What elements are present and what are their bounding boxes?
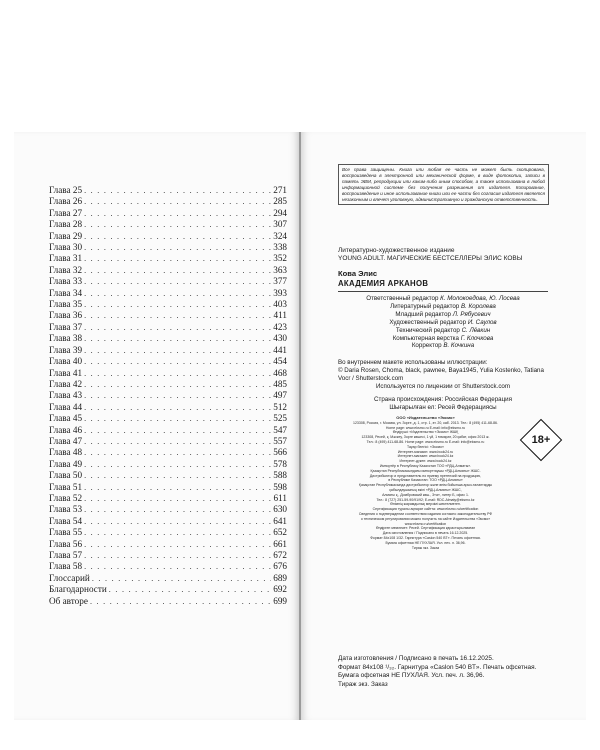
toc-leader-dots [84,310,271,321]
left-page [14,132,299,720]
toc-leader-dots [84,231,271,242]
toc-leader-dots [84,253,271,264]
toc-entry-page: 338 [273,242,287,253]
toc-leader-dots [84,379,271,390]
toc-entry-title: Глава 40 [49,356,83,367]
toc-entry-title: Глава 30 [49,242,83,253]
toc-entry-title: Глава 35 [49,299,83,310]
credit-line [338,342,548,350]
toc-entry [49,527,287,538]
toc-entry-page: 307 [273,219,287,230]
toc-entry-page: 454 [273,356,287,367]
toc-entry-page: 411 [273,310,287,321]
publisher-line: Импортёр в Республику Казахстан ТОО «РДЦ-Алматы». [379,463,472,468]
toc-entry [49,368,287,379]
toc-entry [49,390,287,401]
toc-entry-page: 352 [273,253,287,264]
toc-entry [49,493,287,504]
toc-leader-dots [92,573,271,584]
toc-entry [49,219,287,230]
credits-block [338,295,548,350]
print-details [338,655,548,689]
credit-line [338,303,548,311]
publisher-line: Home page: www.eksmo.ru E-mail: info@eksmo.ru [385,425,466,430]
toc-entry [49,482,287,493]
toc-entry-title: Глава 29 [49,230,83,241]
publisher-line: Бумага офсетная НЕ ПУХЛАЯ. Усл. печ. л. 36,96. [385,540,466,545]
print-detail-line: Дата изготовления / Подписано в печать 16.12.2025. [338,655,494,662]
toc-entry-title: Глава 25 [49,185,83,195]
publisher-line: Алматы қ., Домбровский көш., 3«а», литер Б, офис 1. [382,492,469,497]
illustrations-heading: Во внутреннем макете использованы иллюстрации: [338,359,488,366]
toc-entry [49,288,287,299]
publisher-line: Тауар белгісі: «Эксмо» [407,444,444,449]
toc-leader-dots [84,265,271,276]
toc-leader-dots [84,196,271,207]
toc-entry [49,539,287,550]
toc-entry-title: Глава 32 [49,264,83,275]
credit-name: К. Молокоедова, Ю. Лосева [440,295,520,302]
toc-leader-dots [84,356,271,367]
credit-line [338,311,548,319]
toc-entry-page: 566 [273,447,287,458]
toc-entry [49,516,287,527]
toc-entry-page: 699 [273,595,287,606]
toc-entry-page: 271 [273,185,287,195]
publisher-line: Тираж экз. Заказ [411,545,440,550]
toc-entry-title: Глава 46 [49,424,83,435]
toc-entry-title: Глава 47 [49,435,83,446]
illustrations-list: © Daria Rosen, Choma, black, pawnee, Baya1945, Yulia Kostenko, Tatiana Vocr / Shutterstock.com [338,367,544,382]
credit-role: Художественный редактор [389,318,467,326]
publisher-line: Сертификация туралы ақпарат сайтта: www.eksmo.ru/certification [372,507,479,512]
print-detail-line: Формат 84x108 ¹/₃₂. Гарнитура «Caslon 540 BT». Печать офсетная. [338,663,537,671]
toc-entry [49,299,287,310]
credit-role: Ответственный редактор [366,295,439,302]
toc-entry-page: 423 [273,321,287,332]
toc-leader-dots [84,322,271,333]
credit-line [338,335,548,343]
toc-entry-page: 294 [273,207,287,218]
toc-entry-title: Глава 55 [49,527,83,538]
toc-entry-title: Глава 50 [49,470,83,481]
publisher-line: Қазақстан Республикасында дистрибьютор және өнім бойынша арыз-талаптарды [358,483,493,488]
toc-entry [49,550,287,561]
publisher-line: 123308, Ресей, қ. Мәскеу, Зорге көшесі, 1 үй, 1 ғимарат, 20 қабат, офис 2013 ж. [361,435,490,440]
toc-leader-dots [84,527,271,538]
toc-entry-title: Глава 36 [49,310,83,321]
copyright-notice: Все права защищены. Книга или любая ее часть не может быть скопирована, воспроизведена в электронной или механической форме, в виде фотокопии, записи в память ЭВМ, репродукции или каким-либо иным способом, а также использована в любой информационной системе без получения разрешения от издателя. Копирование, воспроизведение и иное использование книги или ее части без согласия издателя является незаконным и влечет уголовную, административную и гражданскую ответственность. [338,164,549,205]
credit-role: Корректор [411,342,442,350]
toc-entry-title: Глава 58 [49,561,83,572]
toc-entry-title: Глава 44 [49,401,83,412]
toc-leader-dots [84,561,271,572]
credit-role: Литературный редактор [390,302,460,310]
toc-entry-page: 611 [273,492,287,503]
publisher-line: Интернет-магазин: www.book24.kz [397,454,454,459]
table-of-contents [49,185,287,607]
toc-entry [49,276,287,287]
toc-leader-dots [84,436,271,447]
toc-leader-dots [84,288,271,299]
toc-entry-title: Глава 27 [49,207,83,218]
credit-role: Компьютерная верстка [392,334,459,342]
toc-entry-title: Глава 28 [49,219,83,230]
publisher-name: ООО «Издательство «Эксмо» [396,415,455,420]
toc-entry-title: Глоссарий [49,572,90,583]
toc-entry [49,208,287,219]
toc-entry-page: 441 [273,344,287,355]
toc-entry-page: 598 [273,481,287,492]
toc-leader-dots [84,504,271,515]
publisher-line: www.eksmo.ru/certification [404,521,447,526]
toc-entry-title: Глава 34 [49,287,83,298]
credit-line [338,327,548,335]
toc-entry-page: 557 [273,435,287,446]
origin-ru: Страна происхождения: Российская Федерация [374,396,512,403]
toc-entry-title: Глава 43 [49,390,83,401]
toc-entry [49,322,287,333]
credit-name: В. Кочкина [443,342,475,350]
toc-leader-dots [84,208,271,219]
toc-entry [49,413,287,424]
credit-name: И. Саулов [467,318,497,326]
toc-leader-dots [84,242,271,253]
toc-entry [49,425,287,436]
toc-entry-page: 641 [273,515,287,526]
toc-entry [49,379,287,390]
toc-entry [49,242,287,253]
toc-entry [49,436,287,447]
toc-entry-page: 403 [273,299,287,310]
origin-kz: Шығарылған ел: Ресей Федерациясы [389,403,497,411]
toc-entry [49,504,287,515]
toc-leader-dots [84,368,271,379]
toc-leader-dots [84,459,271,470]
toc-leader-dots [84,402,271,413]
toc-entry [49,265,287,276]
credit-line [338,319,548,327]
toc-entry-page: 363 [273,264,287,275]
series-line: YOUNG ADULT. МАГИЧЕСКИЕ БЕСТСЕЛЛЕРЫ ЭЛИС КОВЫ [338,255,523,262]
credit-name: Г. Клочкова [460,334,494,342]
toc-leader-dots [109,584,271,595]
toc-entry-page: 393 [273,287,287,298]
toc-entry-title: Глава 51 [49,481,83,492]
toc-entry [49,447,287,458]
toc-leader-dots [84,482,271,493]
toc-entry-page: 689 [273,572,287,583]
credit-name: В. Королева [460,302,496,310]
toc-leader-dots [84,413,271,424]
publisher-line: қабылдаушының өкілі «РДЦ-Алматы» ЖШС, [389,487,462,492]
toc-entry-page: 430 [273,333,287,344]
toc-entry-page: 661 [273,538,287,549]
toc-entry-title: Глава 39 [49,344,83,355]
print-detail-line: Бумага офсетная НЕ ПУХЛАЯ. Усл. печ. л. 36,96. [338,672,485,680]
toc-leader-dots [84,299,271,310]
toc-entry-page: 512 [273,401,287,412]
toc-entry-page: 497 [273,390,287,401]
book-title: АКАДЕМИЯ АРКАНОВ [338,279,429,288]
credit-name: Л. Рябусевич [452,310,491,318]
toc-entry [49,459,287,470]
toc-entry-title: Глава 53 [49,504,83,515]
credit-role: Младший редактор [395,310,451,318]
toc-leader-dots [84,219,271,230]
publisher-line: Сведения о подтверждении соответствия издания согласно законодательству РФ [358,511,493,516]
toc-entry-page: 630 [273,504,287,515]
toc-entry [49,345,287,356]
toc-leader-dots [84,425,271,436]
credit-name: С. Лёвкин [461,326,491,334]
toc-leader-dots [84,539,271,550]
toc-entry-title: Глава 26 [49,196,83,207]
toc-entry-title: Глава 37 [49,321,83,332]
print-detail-line: Тираж экз. Заказ [338,680,388,688]
toc-entry [49,596,287,607]
age-rating-badge [520,419,562,461]
toc-entry-title: Глава 41 [49,367,83,378]
toc-entry-page: 377 [273,276,287,287]
toc-entry-page: 676 [273,561,287,572]
toc-entry-page: 672 [273,550,287,560]
toc-leader-dots [84,276,271,287]
toc-entry [49,584,287,595]
toc-entry [49,185,287,196]
toc-entry [49,310,287,321]
publisher-line: Дата изготовления / Подписано в печать 16.12.2025. [382,531,469,536]
toc-entry [49,356,287,367]
publisher-line: Тел.: 8 (727) 251-59-90/91/92; E-mail: RDC-Almaty@eksmo.kz [376,497,475,502]
toc-entry-title: Глава 49 [49,458,83,469]
publisher-line: Қазақстан Республикасындағы импорттаушы «РДЦ-Алматы» ЖШС. [370,468,481,473]
toc-entry-page: 285 [273,196,287,207]
toc-leader-dots [84,185,271,196]
publisher-line: 123308, Россия, г. Москва, ул. Зорге, д. 1, стр. 1, эт. 20, каб. 2013. Тел.: 8 (495) 411-68-86. [353,420,498,425]
toc-entry-page: 525 [273,413,287,424]
publisher-info [338,416,513,550]
toc-entry-title: Об авторе [49,595,88,606]
publisher-line: Интернет-дүкен: www.book24.kz [399,459,452,464]
toc-leader-dots [90,596,271,607]
toc-entry-page: 652 [273,527,287,538]
toc-entry-page: 324 [273,230,287,241]
toc-leader-dots [84,550,271,561]
license-line: Используется по лицензии от Shutterstock.com [375,383,511,390]
toc-entry-title: Глава 31 [49,253,83,264]
toc-entry [49,333,287,344]
right-page [301,132,586,720]
toc-leader-dots [84,516,271,527]
publisher-line: о техническом регулировании можно получить на сайте Издательства «Эксмо» [360,516,491,521]
publisher-line: Дистрибьютор и представитель по приему претензий на продукцию, [369,473,482,478]
divider [338,291,548,292]
toc-entry-page: 692 [273,584,287,595]
toc-leader-dots [84,470,271,481]
toc-entry-title: Глава 56 [49,538,83,549]
publisher-line: Тел.: 8 (495) 411-68-86. Home page: www.eksmo.ru E-mail: info@eksmo.ru [366,439,485,444]
toc-entry-title: Глава 48 [49,447,83,458]
publisher-line: Формат 84x108 1/32. Гарнитура «Caslon 540 BT». Печать офсетная. [370,535,481,540]
toc-entry [49,196,287,207]
toc-entry-page: 485 [273,378,287,389]
toc-entry-page: 588 [273,470,287,481]
toc-entry [49,561,287,572]
toc-entry [49,253,287,264]
author-name: Кова Элис [338,269,378,278]
age-rating-label: 18+ [531,434,551,446]
toc-entry-page: 547 [273,424,287,435]
origin-block [338,396,548,412]
publisher-line: Өндіруші: «Издательство «Эксмо» ЖШҚ [392,430,459,435]
toc-entry-page: 578 [273,458,287,469]
book-spread [14,132,586,720]
toc-entry [49,470,287,481]
publisher-line: Интернет-магазин: www.book24.ru [397,449,454,454]
toc-leader-dots [84,493,271,504]
toc-entry-title: Глава 54 [49,515,83,526]
toc-entry [49,402,287,413]
toc-entry-title: Благодарности [49,584,107,595]
credit-role: Технический редактор [395,326,460,334]
toc-entry [49,573,287,584]
toc-entry [49,231,287,242]
toc-entry-title: Глава 52 [49,492,83,503]
genre-line: Литературно-художественное издание [338,247,455,254]
publisher-line: в Республике Казахстан: ТОО «РДЦ-Алматы» [388,478,463,483]
toc-entry-title: Глава 38 [49,333,83,344]
toc-leader-dots [84,390,271,401]
toc-entry-page: 468 [273,367,287,378]
toc-entry-title: Глава 33 [49,276,83,287]
toc-entry-title: Глава 42 [49,378,83,389]
toc-leader-dots [84,447,271,458]
toc-leader-dots [84,333,271,344]
credit-line [338,295,548,303]
toc-leader-dots [84,345,271,356]
toc-entry-title: Глава 45 [49,413,83,424]
publisher-line: Өнімнің жарамдылық мерзімі шектелмеген. [390,502,461,507]
toc-entry-title: Глава 57 [49,550,83,560]
publisher-line: Өндірген мемлекет: Ресей. Сертификация қарастырылмаған [375,526,476,531]
